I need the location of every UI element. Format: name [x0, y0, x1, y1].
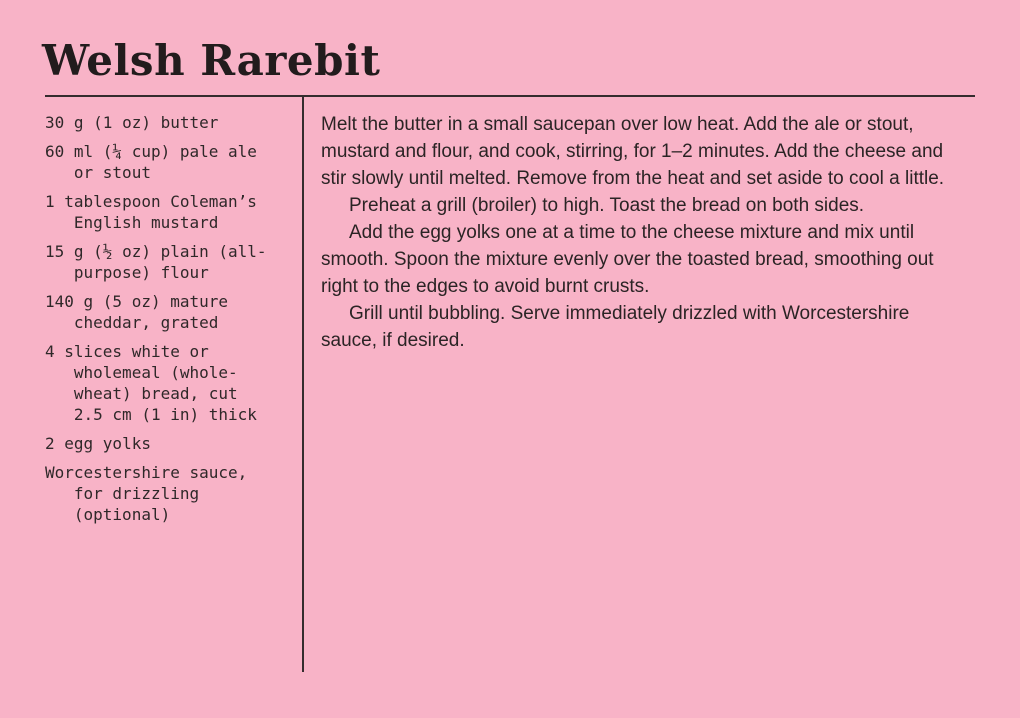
ingredient-item: 30 g (1 oz) butter	[45, 113, 219, 132]
method-text	[321, 111, 961, 354]
ingredient-item: 4 slices white or wholemeal (whole-wheat) bread, cut 2.5 cm (1 in) thick	[45, 342, 257, 424]
method-paragraph: Add the egg yolks one at a time to the cheese mixture and mix until smooth. Spoon the mixture evenly over the toasted bread, smoothing out right to the edges to avoid burnt crusts.	[321, 222, 934, 297]
ingredient-item: 2 egg yolks	[45, 434, 151, 453]
page-title: Welsh Rarebit	[42, 36, 381, 85]
method-paragraph: Grill until bubbling. Serve immediately drizzled with Worcestershire sauce, if desired.	[321, 303, 910, 351]
title-divider-rule	[45, 95, 975, 97]
method-paragraph: Preheat a grill (broiler) to high. Toast the bread on both sides.	[349, 195, 865, 216]
method-paragraph: Melt the butter in a small saucepan over low heat. Add the ale or stout, mustard and flour, and cook, stirring, for 1–2 minutes. Add the cheese and stir slowly until melted. Remove from the heat and set aside to cool a little.	[321, 114, 945, 189]
ingredient-item: 15 g (½ oz) plain (all-purpose) flour	[45, 242, 267, 282]
ingredient-item: Worcestershire sauce, for drizzling (optional)	[45, 463, 248, 524]
column-divider-rule	[302, 96, 304, 672]
ingredient-item: 140 g (5 oz) mature cheddar, grated	[45, 292, 229, 332]
ingredient-item: 60 ml (¼ cup) pale ale or stout	[45, 142, 257, 182]
ingredients-list	[45, 112, 271, 533]
ingredient-item: 1 tablespoon Coleman’s English mustard	[45, 192, 257, 232]
